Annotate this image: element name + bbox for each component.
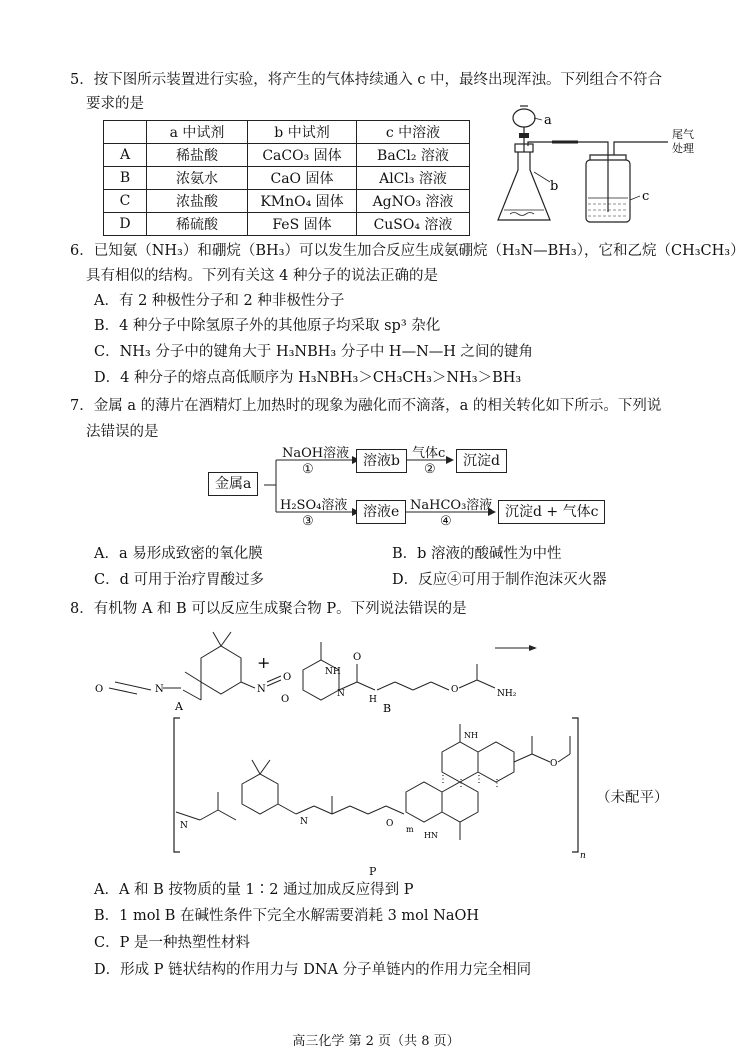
struct-text: O [550,759,558,769]
struct-text: O [95,684,104,695]
plus-sign: + [257,653,271,672]
q8-option-a: A．A 和 B 按物质的量 1∶2 通过加成反应得到 P [94,882,414,898]
table-cell: KMnO₄ 固体 [248,190,357,213]
table-row [104,167,470,190]
struct-text: O [451,685,459,695]
table-cell: CuSO₄ 溶液 [357,213,470,236]
struct-text: N [337,689,345,699]
struct-text: O [283,672,292,683]
q6-option-c: C．NH₃ 分子中的键角大于 H₃NBH₃ 分子中 H—N—H 之间的键角 [94,344,534,360]
table-header-cell: c 中溶液 [357,121,470,144]
tail-gas-label: 尾气 [672,128,694,141]
q6-stem-line2: 具有相似的结构。下列有关这 4 种分子的说法正确的是 [86,268,438,284]
struct-subscript: m [406,825,414,834]
unbalanced-note: （未配平） [596,790,669,806]
q8-polymer-structure [160,712,600,862]
hydrogen-bond-dots: ⋮ [492,778,502,789]
q7-stem-line1: 7．金属 a 的薄片在酒精灯上加热时的现象为融化而不滴落，a 的相关转化如下所示。下列说 [70,398,662,414]
struct-text: O [386,819,394,829]
label-molecule-a: A [175,700,183,713]
struct-text: NH [325,667,341,677]
struct-text: N [180,821,188,831]
flow-node-precipitate-d-gas-c: 沉淀d + 气体c [498,500,605,524]
struct-text: N [155,684,164,695]
struct-text: NH [464,731,478,740]
flow-reagent-gas-c: 气体c [412,446,446,461]
flow-step-4: ④ [440,514,452,529]
q8-stem: 8．有机物 A 和 B 可以反应生成聚合物 P。下列说法错误的是 [70,601,467,617]
table-cell: D [104,213,147,236]
q8-option-b: B．1 mol B 在碱性条件下完全水解需要消耗 3 mol NaOH [94,908,480,924]
q8-monomer-structures [85,630,545,715]
q7-option-b: B．b 溶液的酸碱性为中性 [392,546,562,562]
q5-stem-line2: 要求的是 [86,96,144,112]
q7-option-c: C．d 可用于治疗胃酸过多 [94,572,264,588]
table-cell: 稀盐酸 [147,144,248,167]
q6-option-a: A．有 2 种极性分子和 2 种非极性分子 [94,293,345,309]
q5-apparatus-diagram [490,100,700,235]
table-cell: AgNO₃ 溶液 [357,190,470,213]
flow-node-solution-b: 溶液b [356,449,407,473]
table-row [104,144,470,167]
q6-stem-line1: 6．已知氨（NH₃）和硼烷（BH₃）可以发生加合反应生成氨硼烷（H₃N—BH₃），它和乙烷（CH₃CH₃） [70,243,745,259]
label-a: a [544,113,552,128]
table-cell: BaCl₂ 溶液 [357,144,470,167]
flow-step-3: ③ [302,514,314,529]
q8-option-c: C．P 是一种热塑性材料 [94,935,250,951]
table-cell: AlCl₃ 溶液 [357,167,470,190]
repeat-unit-n: n [580,851,586,861]
table-cell: 稀硫酸 [147,213,248,236]
flow-reagent-naoh: NaOH溶液 [282,446,350,461]
struct-text: N [300,817,308,827]
q7-option-d: D．反应④可用于制作泡沫灭火器 [392,572,607,588]
hydrogen-bond-dots: ⋮ [474,774,484,785]
flow-step-1: ① [302,462,314,477]
tail-gas-treatment-label: 处理 [672,142,694,155]
label-molecule-b: B [383,702,392,715]
q7-option-a: A．a 易形成致密的氧化膜 [94,546,263,562]
struct-text: O [281,694,290,705]
hydrogen-bond-dots: ⋮ [438,774,448,785]
table-cell: B [104,167,147,190]
q6-option-d: D．4 种分子的熔点高低顺序为 H₃NBH₃＞CH₃CH₃＞NH₃＞BH₃ [94,370,522,386]
table-header-row [104,121,470,144]
table-header-cell: a 中试剂 [147,121,248,144]
flow-node-precipitate-d: 沉淀d [456,449,507,473]
table-cell: FeS 固体 [248,213,357,236]
hydrogen-bond-dots: ⋮ [456,778,466,789]
page-footer: 高三化学 第 2 页（共 8 页） [292,1034,460,1049]
table-cell: 浓盐酸 [147,190,248,213]
table-cell: CaCO₃ 固体 [248,144,357,167]
q5-stem-line1: 5．按下图所示装置进行实验，将产生的气体持续通入 c 中，最终出现浑浊。下列组合不符合 [70,72,663,88]
struct-text: O [353,652,362,663]
table-header-cell [104,121,147,144]
struct-text: N [257,684,266,695]
table-cell: A [104,144,147,167]
flow-node-metal-a: 金属a [208,472,258,496]
flow-reagent-h2so4: H₂SO₄溶液 [280,498,348,513]
table-row [104,190,470,213]
struct-text: H [369,695,377,705]
table-cell: 浓氨水 [147,167,248,190]
q8-option-d: D．形成 P 链状结构的作用力与 DNA 分子单链内的作用力完全相同 [94,962,532,978]
q5-reagent-table [103,120,470,236]
struct-text: HN [424,831,438,840]
table-row [104,213,470,236]
q7-stem-line2: 法错误的是 [86,424,159,440]
label-polymer-p: P [369,865,377,878]
label-c: c [642,189,650,204]
label-b: b [550,179,559,194]
q6-option-b: B．4 种分子中除氢原子外的其他原子均采取 sp³ 杂化 [94,318,441,334]
flow-reagent-nahco3: NaHCO₃溶液 [410,498,493,513]
flow-step-2: ② [424,462,436,477]
table-header-cell: b 中试剂 [248,121,357,144]
table-cell: C [104,190,147,213]
flow-node-solution-e: 溶液e [356,500,406,524]
table-cell: CaO 固体 [248,167,357,190]
struct-text: NH₂ [497,689,517,699]
